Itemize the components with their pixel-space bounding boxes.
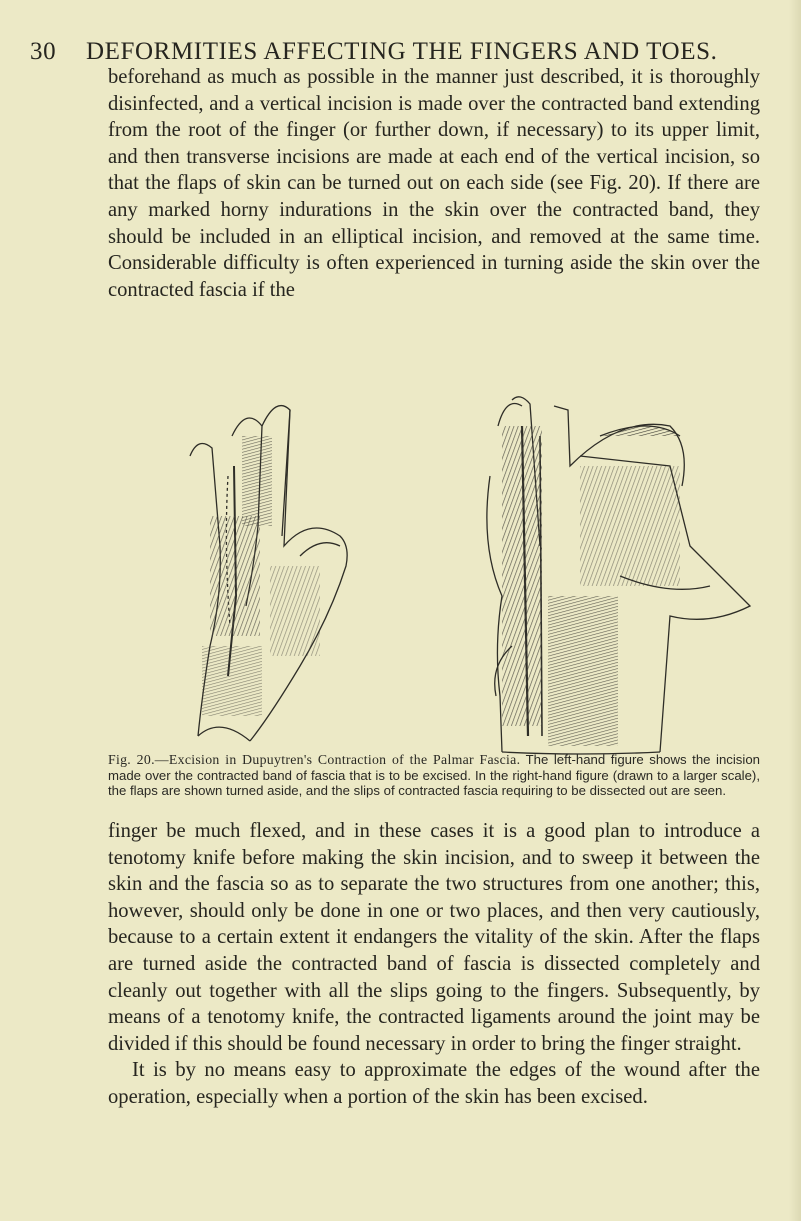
caption-text: The left-hand figure shows the incision made over the contracted band of fascia that is to be excised. In the right-hand figure (drawn to a larger scale), the flaps are shown turned aside, and the slips of contracted fascia requiring to be dissected out are seen.: [108, 752, 760, 799]
hand-drawing: [150, 396, 770, 756]
left-hand-figure: [190, 406, 347, 741]
body-paragraph-bottom: [108, 818, 760, 1111]
body-paragraph-top: [108, 64, 760, 303]
figure-illustration: [150, 396, 770, 776]
page-edge: [789, 0, 801, 1221]
right-hand-figure: [487, 397, 750, 754]
paragraph-text-1: finger be much flexed, and in these cases it is a good plan to introduce a tenotomy knife before making the skin incision, and to sweep it between the skin and the fascia so as to separate the two structures from one another; this, however, should only be done in one or two places, and then very cautiously, because to a certain extent it endangers the vitality of the skin. After the flaps are turned aside the contracted band of fascia is dissected completely and cleanly out together with all the slips going to the fingers. Subsequently, by means of a tenotomy knife, the contracted ligaments around the joint may be divided if this should be found necessary in order to bring the finger straight.: [108, 820, 760, 1055]
caption-heading: Fig. 20.—Excision in Dupuytren's Contraction of the Palmar Fascia.: [108, 752, 521, 767]
running-header: [30, 38, 730, 66]
page-number: 30: [30, 38, 57, 65]
paragraph-text-2: It is by no means easy to approximate the edges of the wound after the operation, especially when a portion of the skin has been excised.: [108, 1059, 760, 1108]
running-title: DEFORMITIES AFFECTING THE FINGERS AND TOES.: [86, 38, 718, 65]
paragraph-text: beforehand as much as possible in the manner just described, it is thoroughly disinfected, and a vertical incision is made over the contracted band extending from the root of the finger (or further down, if necessary) to its upper limit, and then transverse incisions are made at each end of the vertical incision, so that the flaps of skin can be turned out on each side (see Fig. 20). If there are any marked horny indurations in the skin over the contracted band, they should be included in an elliptical incision, and removed at the same time. Considerable difficulty is often experienced in turning aside the skin over the contracted fascia if the: [108, 66, 760, 301]
figure-caption: [108, 752, 760, 799]
